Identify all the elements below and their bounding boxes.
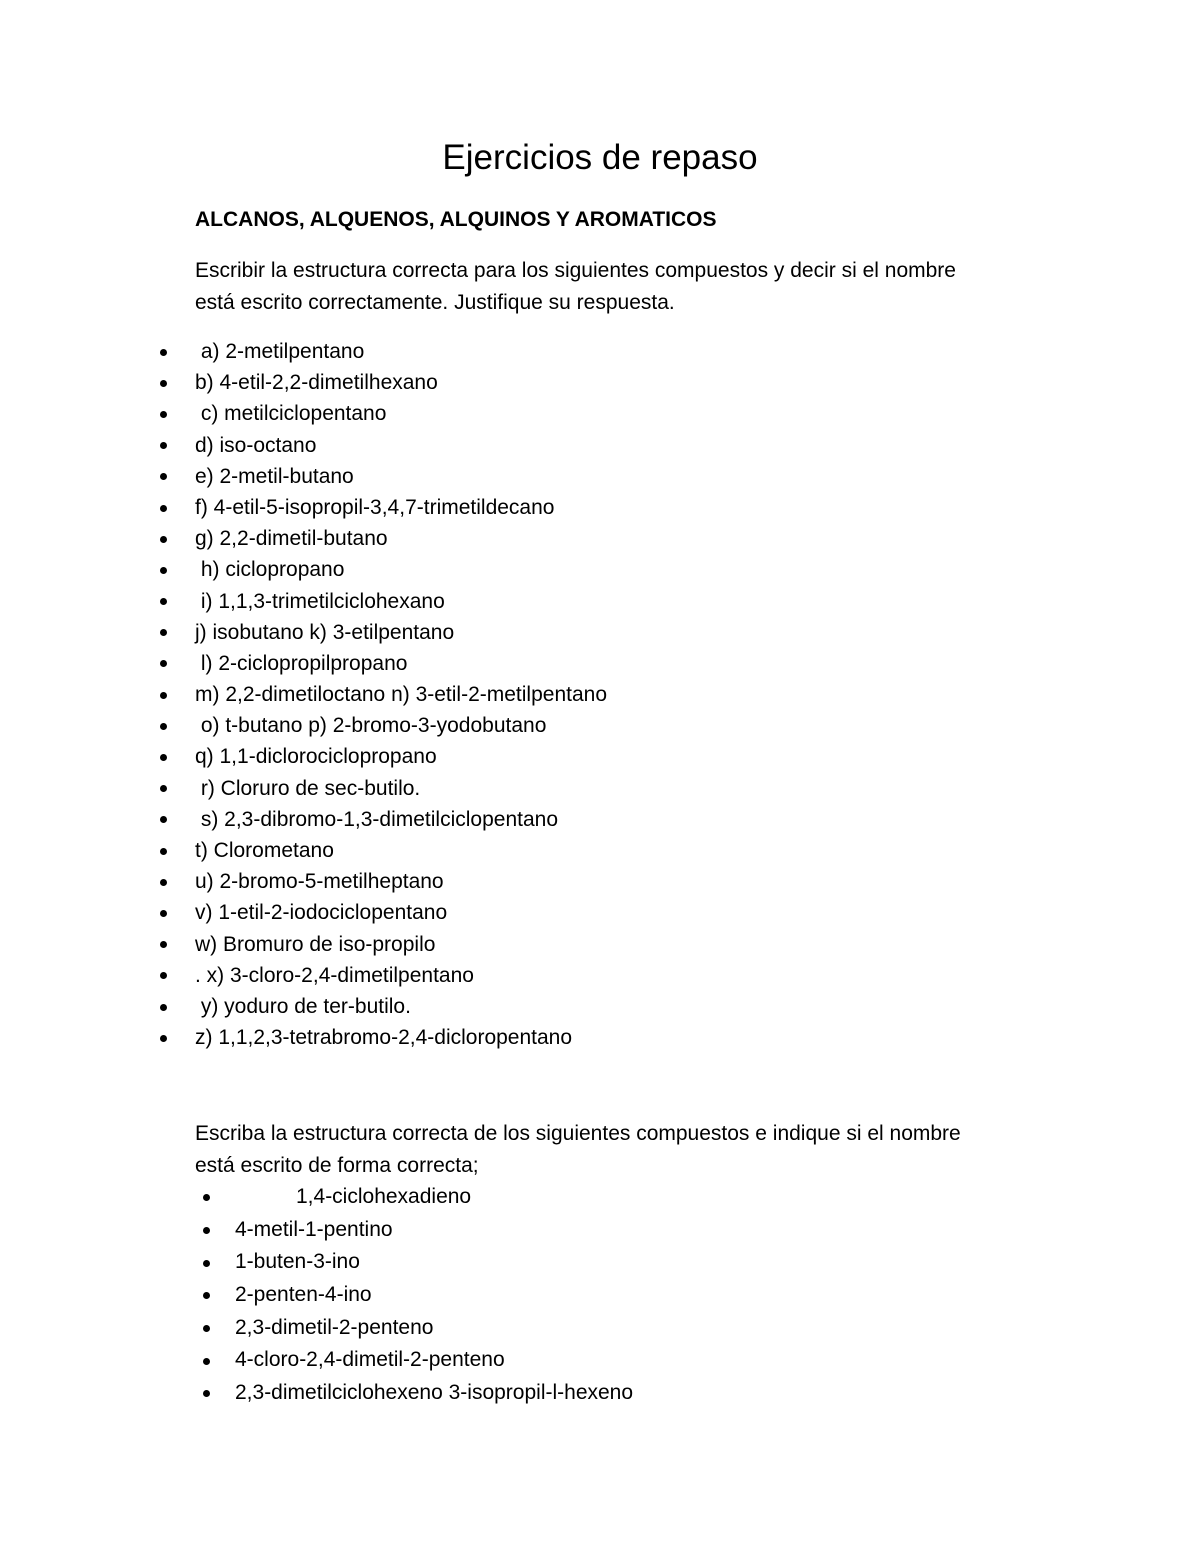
list-item [150,929,607,960]
list-item-text: w) Bromuro de iso-propilo [195,932,436,956]
bullet-icon [160,692,167,699]
bullet-icon [160,505,167,512]
list-item [150,617,607,648]
list-item-text: t) Clorometano [195,839,334,862]
list-item [188,1181,633,1214]
list-item-text: . x) 3-cloro-2,4-dimetilpentano [195,963,474,987]
instructions-paragraph-2: Escriba la estructura correcta de los siguientes compuestos e indique si el nombre está escrito de forma correcta; [195,1122,961,1177]
list-item [150,960,607,991]
section-heading: ALCANOS, ALQUENOS, ALQUINOS Y AROMATICOS [195,208,717,231]
list-item [150,336,607,367]
list-item [150,773,607,804]
list-item [150,804,607,835]
list-item [150,492,607,523]
list-item-text: a) 2-metilpentano [195,340,365,363]
list-item-text: u) 2-bromo-5-metilheptano [195,870,444,894]
bullet-icon [203,1227,210,1234]
bullet-icon [160,816,167,823]
list-item [150,523,607,554]
list-item-text: 2,3-dimetil-2-penteno [235,1315,434,1339]
list-item-text: 1,4-ciclohexadieno [296,1185,472,1208]
bullet-icon [160,879,167,886]
list-item [150,430,607,461]
bullet-icon [160,380,167,387]
bullet-icon [160,1035,167,1042]
bullet-icon [160,442,167,449]
list-item-text: 1-buten-3-ino [235,1250,360,1274]
bullet-icon [160,536,167,543]
bullet-icon [203,1260,210,1267]
compound-list-1 [150,336,607,1053]
list-item-text: 2-penten-4-ino [235,1283,372,1307]
list-item [150,679,607,710]
bullet-icon [160,754,167,761]
bullet-icon [203,1390,210,1397]
list-item-text: h) ciclopropano [195,558,345,582]
list-item [150,741,607,772]
compound-list-2 [188,1181,633,1410]
list-item [188,1279,633,1312]
list-item [150,554,607,585]
bullet-icon [160,598,167,605]
list-item [188,1377,633,1410]
bullet-icon [160,848,167,855]
bullet-icon [160,1004,167,1011]
list-item-text: b) 4-etil-2,2-dimetilhexano [195,371,438,395]
bullet-icon [160,660,167,667]
list-item [150,586,607,617]
list-item-text: m) 2,2-dimetiloctano n) 3-etil-2-metilpentano [195,683,608,707]
bullet-icon [160,473,167,480]
list-item [150,991,607,1022]
page-title: Ejercicios de repaso [442,138,758,177]
list-item-text: 2,3-dimetilciclohexeno 3-isopropil-l-hexeno [235,1381,634,1405]
list-item [150,398,607,429]
bullet-icon [203,1325,210,1332]
bullet-icon [160,972,167,979]
list-item-text: c) metilciclopentano [195,402,387,426]
bullet-icon [203,1194,210,1201]
list-item-text: 4-metil-1-pentino [235,1217,393,1241]
list-item-text: i) 1,1,3-trimetilciclohexano [195,589,445,613]
list-item-text: f) 4-etil-5-isopropil-3,4,7-trimetildecano [195,495,555,519]
instructions-paragraph-1: Escribir la estructura correcta para los siguientes compuestos y decir si el nombre está escrito correctamente. Justifique su respuesta. [195,259,956,314]
bullet-icon [160,723,167,730]
bullet-icon [160,567,167,574]
list-item-text: y) yoduro de ter-butilo. [195,994,411,1018]
list-item [188,1246,633,1279]
bullet-icon [160,629,167,636]
list-item [150,897,607,928]
list-item [188,1312,633,1345]
bullet-icon [160,411,167,418]
list-item [188,1214,633,1247]
list-item-text: r) Cloruro de sec-butilo. [195,776,421,800]
list-item [188,1344,633,1377]
list-item-text: e) 2-metil-butano [195,464,354,488]
list-item-text: z) 1,1,2,3-tetrabromo-2,4-dicloropentano [195,1026,573,1050]
list-item [150,367,607,398]
bullet-icon [160,910,167,917]
list-item [150,710,607,741]
list-item-text: o) t-butano p) 2-bromo-3-yodobutano [195,714,547,738]
list-item-text: v) 1-etil-2-iodociclopentano [195,901,448,925]
list-item-text: j) isobutano k) 3-etilpentano [195,620,455,644]
list-item-text: s) 2,3-dibromo-1,3-dimetilciclopentano [195,807,558,831]
list-item-text: g) 2,2-dimetil-butano [195,527,388,551]
list-item-text: 4-cloro-2,4-dimetil-2-penteno [235,1348,505,1372]
bullet-icon [203,1358,210,1365]
list-item [150,835,607,866]
list-item-text: d) iso-octano [195,433,317,457]
bullet-icon [160,941,167,948]
list-item [150,461,607,492]
bullet-icon [160,785,167,792]
bullet-icon [203,1292,210,1299]
list-item-text: l) 2-ciclopropilpropano [195,651,408,675]
list-item [150,648,607,679]
bullet-icon [160,349,167,356]
list-item [150,1022,607,1053]
list-item-text: q) 1,1-diclorociclopropano [195,745,437,769]
list-item [150,866,607,897]
